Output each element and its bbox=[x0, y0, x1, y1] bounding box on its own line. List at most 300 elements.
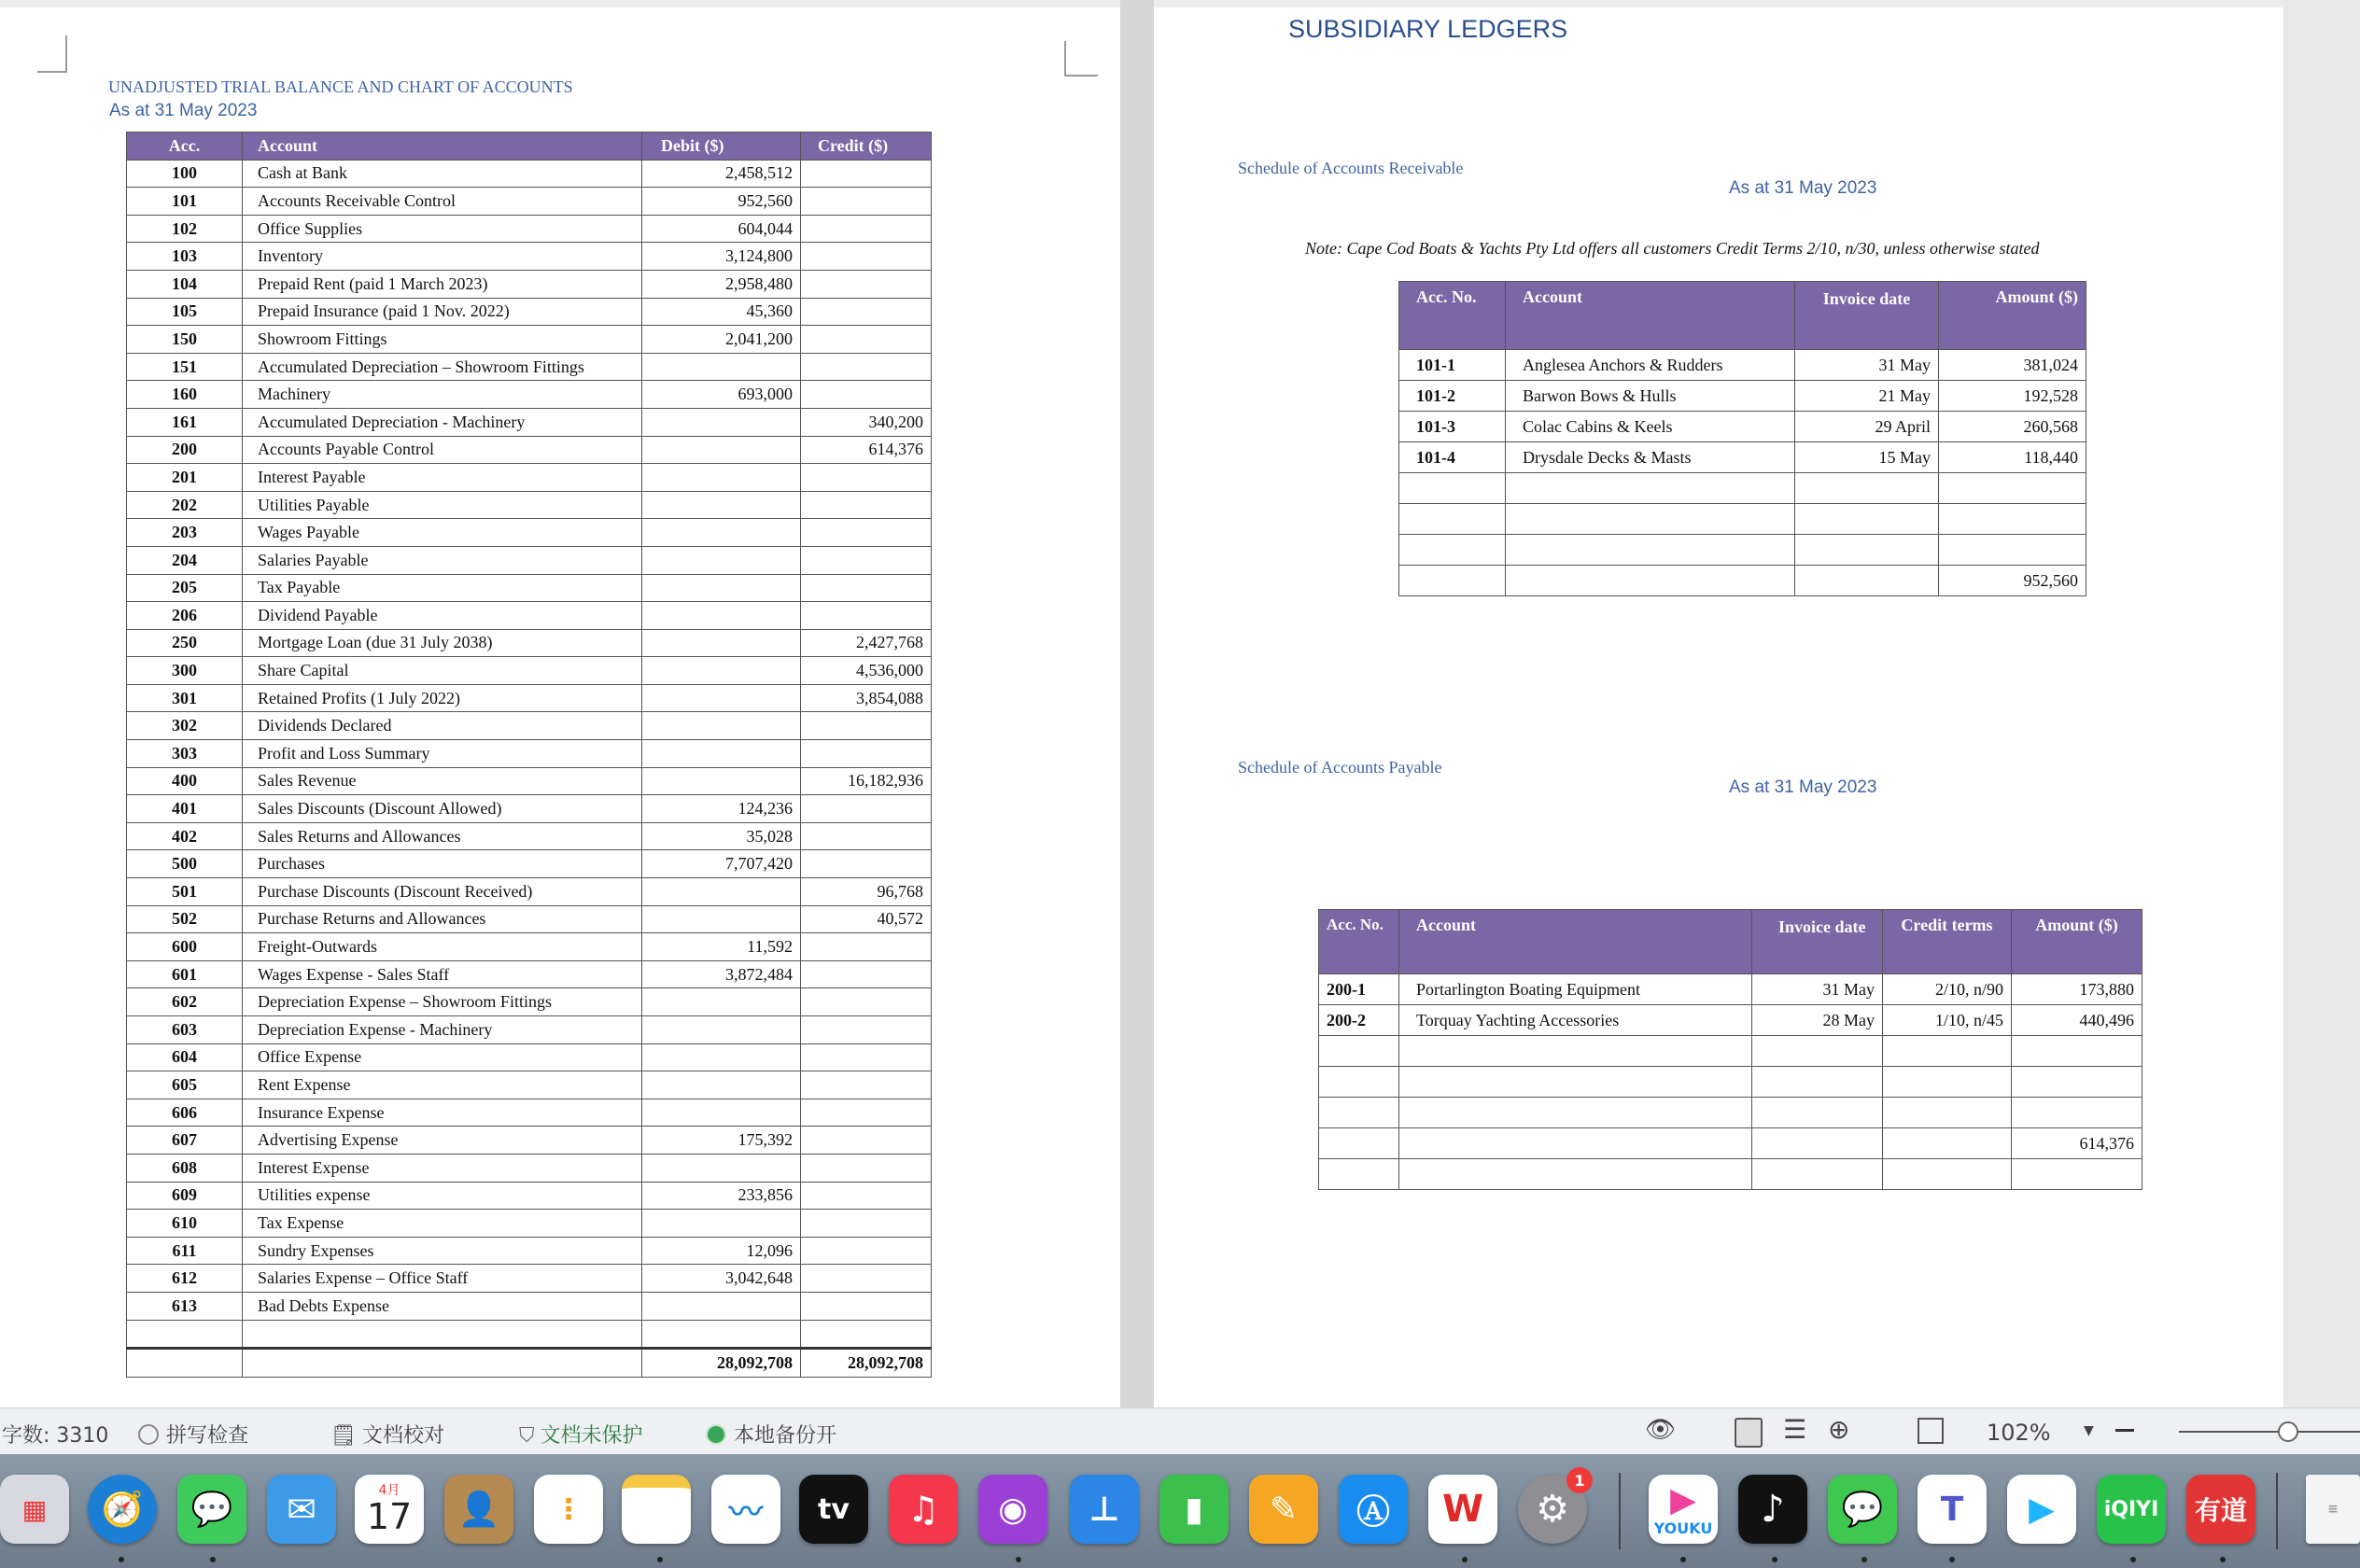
account-number: 103 bbox=[127, 243, 243, 271]
ar-amount: 260,568 bbox=[1939, 412, 2086, 442]
table-row bbox=[127, 1099, 932, 1127]
ar-amount: 192,528 bbox=[1939, 381, 2086, 412]
debit-amount bbox=[642, 1043, 801, 1071]
account-number: 604 bbox=[127, 1043, 243, 1071]
ap-account-name: Portarlington Boating Equipment bbox=[1399, 974, 1752, 1005]
youku-icon[interactable]: ▶ YOUKU bbox=[1649, 1475, 1718, 1544]
account-name: Share Capital bbox=[243, 657, 642, 685]
notification-badge: 1 bbox=[1566, 1467, 1593, 1493]
account-number: 160 bbox=[127, 381, 243, 409]
empty-cell bbox=[1399, 1067, 1752, 1098]
table-row bbox=[127, 464, 932, 492]
credit-amount: 614,376 bbox=[801, 436, 932, 464]
debit-amount bbox=[642, 1016, 801, 1044]
radio-icon bbox=[138, 1424, 159, 1445]
credit-amount bbox=[801, 850, 932, 878]
trial-balance-table bbox=[126, 132, 932, 1378]
shield-icon: ⛉ bbox=[519, 1424, 535, 1448]
account-number: 202 bbox=[127, 491, 243, 519]
debit-amount: 12,096 bbox=[642, 1237, 801, 1265]
account-name bbox=[243, 1320, 642, 1349]
debit-amount bbox=[642, 1320, 801, 1349]
account-name: Utilities expense bbox=[243, 1182, 642, 1210]
mail-icon[interactable]: ✉ bbox=[267, 1475, 336, 1544]
col-header-debit: Debit ($) bbox=[642, 133, 801, 161]
account-name: Insurance Expense bbox=[243, 1099, 642, 1127]
spell-check-label: 拼写检查 bbox=[166, 1424, 249, 1448]
debit-amount: 2,041,200 bbox=[642, 326, 801, 354]
account-number: 612 bbox=[127, 1265, 243, 1293]
ap-schedule-date: As at 31 May 2023 bbox=[1729, 777, 1877, 797]
iqiyi-icon[interactable] bbox=[2097, 1475, 2166, 1544]
credit-amount: 340,200 bbox=[801, 408, 932, 436]
local-backup[interactable] bbox=[706, 1420, 836, 1449]
account-name: Interest Expense bbox=[243, 1154, 642, 1182]
ap-table-row bbox=[1319, 1159, 2142, 1190]
ar-table-row bbox=[1399, 535, 2086, 566]
account-name: Freight-Outwards bbox=[243, 933, 642, 961]
ar-schedule-label: Schedule of Accounts Receivable bbox=[1238, 159, 1464, 177]
empty-cell bbox=[1752, 1067, 1883, 1098]
col-header-acc: Acc. bbox=[127, 133, 243, 161]
account-name: Mortgage Loan (due 31 July 2038) bbox=[243, 629, 642, 657]
wps-office-icon[interactable] bbox=[1428, 1475, 1497, 1544]
credit-amount bbox=[801, 933, 932, 961]
contacts-icon[interactable]: 👤 bbox=[444, 1475, 513, 1544]
ar-account-number: 101-1 bbox=[1399, 350, 1506, 381]
empty-cell bbox=[1883, 1159, 2012, 1190]
debit-amount: 2,458,512 bbox=[642, 160, 801, 188]
empty-cell bbox=[1399, 504, 1506, 535]
account-name: Office Supplies bbox=[243, 215, 642, 243]
credit-amount bbox=[801, 1016, 932, 1044]
credit-amount bbox=[801, 1265, 932, 1293]
account-number: 501 bbox=[127, 878, 243, 906]
ar-header-acc: Acc. No. bbox=[1399, 282, 1506, 350]
account-name: Prepaid Rent (paid 1 March 2023) bbox=[243, 270, 642, 298]
debit-amount bbox=[642, 1154, 801, 1182]
launchpad-icon[interactable]: ▦ bbox=[0, 1475, 69, 1544]
empty-cell bbox=[1399, 1098, 1752, 1128]
empty-cell bbox=[1883, 1128, 2012, 1159]
account-number: 102 bbox=[127, 215, 243, 243]
youdao-icon[interactable] bbox=[2186, 1475, 2255, 1544]
running-indicator bbox=[2130, 1557, 2136, 1562]
credit-amount bbox=[801, 215, 932, 243]
account-name: Utilities Payable bbox=[243, 491, 642, 519]
account-name: Interest Payable bbox=[243, 464, 642, 492]
ar-account-name: Barwon Bows & Hulls bbox=[1506, 381, 1795, 412]
credit-amount: 4,536,000 bbox=[801, 657, 932, 685]
account-number: 151 bbox=[127, 353, 243, 381]
account-number: 402 bbox=[127, 822, 243, 850]
debit-amount bbox=[642, 408, 801, 436]
ar-amount: 381,024 bbox=[1939, 350, 2086, 381]
accounts-payable-table bbox=[1318, 909, 2142, 1190]
account-name: Accounts Payable Control bbox=[243, 436, 642, 464]
debit-amount: 3,872,484 bbox=[642, 960, 801, 988]
account-number: 302 bbox=[127, 712, 243, 740]
table-row bbox=[127, 188, 932, 216]
pages-icon[interactable]: ✎ bbox=[1249, 1475, 1318, 1544]
account-number: 300 bbox=[127, 657, 243, 685]
account-number: 609 bbox=[127, 1182, 243, 1210]
ap-credit-terms: 2/10, n/90 bbox=[1883, 974, 2012, 1005]
credit-amount bbox=[801, 270, 932, 298]
account-number: 250 bbox=[127, 629, 243, 657]
ar-schedule-date: As at 31 May 2023 bbox=[1729, 178, 1877, 198]
table-row bbox=[127, 1292, 932, 1320]
subsidiary-ledgers-title: SUBSIDIARY LEDGERS bbox=[1288, 15, 1568, 43]
keynote-icon[interactable]: ⊥ bbox=[1070, 1475, 1139, 1544]
account-number: 600 bbox=[127, 933, 243, 961]
table-row bbox=[127, 574, 932, 602]
empty-cell bbox=[1319, 1067, 1399, 1098]
account-number: 205 bbox=[127, 574, 243, 602]
account-number: 500 bbox=[127, 850, 243, 878]
ap-schedule-label: Schedule of Accounts Payable bbox=[1238, 758, 1442, 777]
table-row bbox=[127, 491, 932, 519]
debit-amount bbox=[642, 1099, 801, 1127]
table-row bbox=[127, 684, 932, 712]
table-row bbox=[127, 1320, 932, 1349]
music-icon[interactable]: ♫ bbox=[889, 1475, 958, 1544]
account-number: 303 bbox=[127, 740, 243, 768]
ap-table-row bbox=[1319, 1128, 2142, 1159]
account-name: Retained Profits (1 July 2022) bbox=[243, 684, 642, 712]
account-name: Sales Discounts (Discount Allowed) bbox=[243, 795, 642, 823]
youdao-label: 有道 bbox=[2194, 1495, 2247, 1526]
macos-dock bbox=[0, 1454, 2360, 1568]
debit-amount: 3,042,648 bbox=[642, 1265, 801, 1293]
debit-amount bbox=[642, 574, 801, 602]
backup-status-icon bbox=[706, 1424, 726, 1445]
ar-table-row bbox=[1399, 381, 2086, 412]
ap-table-row bbox=[1319, 1067, 2142, 1098]
table-row bbox=[127, 160, 932, 188]
ap-account-name: Torquay Yachting Accessories bbox=[1399, 1005, 1752, 1036]
trial-balance-date: As at 31 May 2023 bbox=[109, 101, 258, 120]
account-number: 602 bbox=[127, 988, 243, 1016]
account-name: Depreciation Expense - Machinery bbox=[243, 1016, 642, 1044]
debit-amount: 11,592 bbox=[642, 933, 801, 961]
crop-mark bbox=[37, 35, 67, 73]
table-row bbox=[127, 905, 932, 933]
proofread-button[interactable] bbox=[330, 1420, 444, 1449]
empty-cell bbox=[1319, 1128, 1399, 1159]
credit-amount bbox=[801, 960, 932, 988]
ar-table-row bbox=[1399, 504, 2086, 535]
debit-amount bbox=[642, 1071, 801, 1099]
document-page-right bbox=[1154, 7, 2283, 1407]
account-name: Accumulated Depreciation - Machinery bbox=[243, 408, 642, 436]
account-name: Dividend Payable bbox=[243, 602, 642, 630]
safari-icon[interactable]: 🧭 bbox=[88, 1475, 157, 1544]
col-header-credit: Credit ($) bbox=[801, 133, 932, 161]
running-indicator bbox=[119, 1557, 124, 1562]
ap-account-number: 200-2 bbox=[1319, 1005, 1399, 1036]
ap-table-row bbox=[1319, 1098, 2142, 1128]
credit-amount bbox=[801, 464, 932, 492]
zoom-out-icon[interactable] bbox=[2115, 1429, 2134, 1432]
account-number: 200 bbox=[127, 436, 243, 464]
account-number: 606 bbox=[127, 1099, 243, 1127]
ap-table-row bbox=[1319, 1036, 2142, 1067]
account-name: Accumulated Depreciation – Showroom Fittings bbox=[243, 353, 642, 381]
empty-cell bbox=[2012, 1098, 2142, 1128]
ar-account-name: Colac Cabins & Keels bbox=[1506, 412, 1795, 442]
debit-amount: 604,044 bbox=[642, 215, 801, 243]
running-indicator bbox=[1772, 1557, 1777, 1562]
zoom-slider-track[interactable] bbox=[2179, 1431, 2360, 1433]
account-number bbox=[127, 1320, 243, 1349]
table-row bbox=[127, 1237, 932, 1265]
ap-header-invoice-date: Invoice date bbox=[1752, 910, 1883, 974]
zoom-slider-thumb[interactable] bbox=[2278, 1421, 2298, 1442]
credit-amount bbox=[801, 1237, 932, 1265]
total-row-blank bbox=[127, 1349, 243, 1378]
credit-amount bbox=[801, 822, 932, 850]
running-indicator bbox=[1861, 1557, 1867, 1562]
running-indicator bbox=[1949, 1557, 1955, 1562]
account-number: 101 bbox=[127, 188, 243, 216]
empty-cell bbox=[1319, 1098, 1399, 1128]
credit-amount bbox=[801, 298, 932, 326]
account-number: 603 bbox=[127, 1016, 243, 1044]
table-row bbox=[127, 270, 932, 298]
word-count[interactable]: 字数: 3310 bbox=[2, 1424, 109, 1448]
table-row bbox=[127, 353, 932, 381]
empty-cell bbox=[1752, 1159, 1883, 1190]
debit-amount bbox=[642, 1210, 801, 1238]
table-row bbox=[127, 215, 932, 243]
account-name: Accounts Receivable Control bbox=[243, 188, 642, 216]
ar-invoice-date: 21 May bbox=[1795, 381, 1939, 412]
system-settings-icon[interactable]: ⚙ 1 bbox=[1518, 1475, 1587, 1544]
debit-amount bbox=[642, 905, 801, 933]
fit-page-icon[interactable] bbox=[1918, 1418, 1944, 1444]
ar-account-name: Drysdale Decks & Masts bbox=[1506, 442, 1795, 473]
table-row bbox=[127, 546, 932, 574]
eye-protection-icon[interactable]: 👁 bbox=[1645, 1416, 1677, 1444]
credit-amount: 3,854,088 bbox=[801, 684, 932, 712]
credit-amount bbox=[801, 188, 932, 216]
messages-icon[interactable]: 💬 bbox=[177, 1475, 246, 1544]
empty-cell bbox=[1399, 1128, 1752, 1159]
empty-cell bbox=[1795, 504, 1939, 535]
table-row bbox=[127, 850, 932, 878]
credit-amount bbox=[801, 602, 932, 630]
table-row bbox=[127, 1154, 932, 1182]
spell-check-toggle[interactable] bbox=[138, 1420, 248, 1449]
document-check-icon: 🗒 bbox=[330, 1424, 357, 1448]
credit-amount bbox=[801, 1210, 932, 1238]
debit-amount bbox=[642, 878, 801, 906]
wps-label: W bbox=[1441, 1488, 1484, 1531]
credit-amount bbox=[801, 795, 932, 823]
empty-cell bbox=[1399, 566, 1506, 596]
calendar-day: 17 bbox=[366, 1496, 413, 1537]
teams-icon[interactable]: T bbox=[1918, 1475, 1987, 1544]
empty-cell bbox=[2012, 1159, 2142, 1190]
ap-header-credit-terms: Credit terms bbox=[1883, 910, 2012, 974]
credit-amount bbox=[801, 988, 932, 1016]
debit-amount: 3,124,800 bbox=[642, 243, 801, 271]
outline-view-icon[interactable]: ☰ bbox=[1783, 1414, 1807, 1445]
account-name: Purchases bbox=[243, 850, 642, 878]
debit-amount bbox=[642, 519, 801, 547]
total-row-blank bbox=[243, 1349, 642, 1378]
table-row bbox=[127, 822, 932, 850]
table-row bbox=[127, 795, 932, 823]
ap-table-row bbox=[1319, 974, 2142, 1005]
freeform-icon[interactable]: 〰 bbox=[711, 1475, 780, 1544]
numbers-icon[interactable]: ▮ bbox=[1159, 1475, 1229, 1544]
account-number: 400 bbox=[127, 767, 243, 795]
zoom-level[interactable]: 102% bbox=[1987, 1420, 2051, 1446]
account-name: Sales Returns and Allowances bbox=[243, 822, 642, 850]
ap-header-acc: Acc. No. bbox=[1319, 910, 1399, 974]
empty-cell bbox=[1399, 535, 1506, 566]
page-view-icon[interactable] bbox=[1735, 1418, 1763, 1448]
credit-amount bbox=[801, 1292, 932, 1320]
table-row bbox=[127, 1265, 932, 1293]
account-number: 204 bbox=[127, 546, 243, 574]
table-row bbox=[127, 436, 932, 464]
empty-cell bbox=[1795, 535, 1939, 566]
empty-cell bbox=[1795, 566, 1939, 596]
calendar-icon[interactable] bbox=[355, 1475, 424, 1544]
table-row bbox=[127, 767, 932, 795]
ar-total: 952,560 bbox=[1939, 566, 2086, 596]
web-view-icon[interactable]: ⊕ bbox=[1828, 1414, 1850, 1445]
credit-amount bbox=[801, 712, 932, 740]
credit-amount bbox=[801, 1127, 932, 1155]
account-name: Wages Expense - Sales Staff bbox=[243, 960, 642, 988]
credit-amount bbox=[801, 1099, 932, 1127]
empty-cell bbox=[1752, 1128, 1883, 1159]
empty-cell bbox=[2012, 1067, 2142, 1098]
ap-amount: 173,880 bbox=[2012, 974, 2142, 1005]
account-name: Bad Debts Expense bbox=[243, 1292, 642, 1320]
account-number: 502 bbox=[127, 905, 243, 933]
table-row bbox=[127, 1016, 932, 1044]
ar-invoice-date: 29 April bbox=[1795, 412, 1939, 442]
iqiyi-label: iQIYI bbox=[2103, 1497, 2159, 1521]
empty-cell bbox=[1752, 1098, 1883, 1128]
table-row bbox=[127, 519, 932, 547]
account-name: Purchase Returns and Allowances bbox=[243, 905, 642, 933]
status-bar bbox=[0, 1407, 2360, 1455]
podcasts-icon[interactable]: ◉ bbox=[978, 1475, 1047, 1544]
tv-label: tv bbox=[818, 1492, 850, 1526]
account-number: 601 bbox=[127, 960, 243, 988]
app-store-icon[interactable]: Ⓐ bbox=[1339, 1475, 1408, 1544]
ar-account-number: 101-4 bbox=[1399, 442, 1506, 473]
debit-amount bbox=[642, 436, 801, 464]
debit-amount: 45,360 bbox=[642, 298, 801, 326]
credit-amount bbox=[801, 1154, 932, 1182]
account-name: Showroom Fittings bbox=[243, 326, 642, 354]
credit-amount: 2,427,768 bbox=[801, 629, 932, 657]
notes-icon[interactable] bbox=[622, 1475, 691, 1544]
empty-cell bbox=[1399, 1159, 1752, 1190]
calendar-month: 4月 bbox=[378, 1483, 400, 1498]
page-gutter bbox=[1120, 0, 1154, 1407]
debit-amount bbox=[642, 602, 801, 630]
empty-cell bbox=[1752, 1036, 1883, 1067]
ar-invoice-date: 15 May bbox=[1795, 442, 1939, 473]
ar-table-row bbox=[1399, 566, 2086, 596]
empty-cell bbox=[1883, 1036, 2012, 1067]
debit-amount: 952,560 bbox=[642, 188, 801, 216]
tiktok-icon[interactable]: ♪ bbox=[1738, 1475, 1807, 1544]
account-name: Prepaid Insurance (paid 1 Nov. 2022) bbox=[243, 298, 642, 326]
ap-amount: 440,496 bbox=[2012, 1005, 2142, 1036]
credit-amount bbox=[801, 491, 932, 519]
credit-amount bbox=[801, 1182, 932, 1210]
crop-mark bbox=[1064, 41, 1098, 77]
ar-table-row bbox=[1399, 442, 2086, 473]
apple-tv-icon[interactable] bbox=[799, 1475, 868, 1544]
table-row bbox=[127, 1071, 932, 1099]
document-protection[interactable] bbox=[519, 1420, 643, 1449]
debit-amount bbox=[642, 629, 801, 657]
debit-amount: 693,000 bbox=[642, 381, 801, 409]
wechat-icon[interactable]: 💬 bbox=[1828, 1475, 1897, 1544]
table-row bbox=[127, 602, 932, 630]
empty-cell bbox=[1939, 473, 2086, 504]
account-number: 104 bbox=[127, 270, 243, 298]
ar-table-row bbox=[1399, 350, 2086, 381]
credit-amount bbox=[801, 160, 932, 188]
credit-amount bbox=[801, 1071, 932, 1099]
debit-amount bbox=[642, 657, 801, 685]
credit-amount bbox=[801, 381, 932, 409]
recent-document-thumbnail[interactable]: ≡ bbox=[2306, 1475, 2360, 1544]
table-row bbox=[127, 878, 932, 906]
running-indicator bbox=[1462, 1557, 1468, 1562]
video-player-icon[interactable]: ▶ bbox=[2007, 1475, 2076, 1544]
debit-amount bbox=[642, 491, 801, 519]
account-number: 203 bbox=[127, 519, 243, 547]
ap-table-row bbox=[1319, 1005, 2142, 1036]
account-number: 206 bbox=[127, 602, 243, 630]
account-name: Rent Expense bbox=[243, 1071, 642, 1099]
credit-amount: 40,572 bbox=[801, 905, 932, 933]
table-row bbox=[127, 1210, 932, 1238]
ar-amount: 118,440 bbox=[1939, 442, 2086, 473]
account-name: Advertising Expense bbox=[243, 1127, 642, 1155]
account-name: Sales Revenue bbox=[243, 767, 642, 795]
empty-cell bbox=[1319, 1159, 1399, 1190]
zoom-dropdown-icon[interactable]: ▼ bbox=[2084, 1423, 2094, 1438]
account-number: 150 bbox=[127, 326, 243, 354]
debit-amount bbox=[642, 767, 801, 795]
credit-amount bbox=[801, 574, 932, 602]
account-number: 201 bbox=[127, 464, 243, 492]
credit-amount bbox=[801, 1320, 932, 1349]
debit-amount bbox=[642, 988, 801, 1016]
ar-account-number: 101-2 bbox=[1399, 381, 1506, 412]
empty-cell bbox=[1319, 1036, 1399, 1067]
ar-account-number: 101-3 bbox=[1399, 412, 1506, 442]
table-row bbox=[127, 326, 932, 354]
account-name: Profit and Loss Summary bbox=[243, 740, 642, 768]
credit-amount: 96,768 bbox=[801, 878, 932, 906]
credit-amount bbox=[801, 353, 932, 381]
reminders-icon[interactable]: ⋮ bbox=[534, 1475, 603, 1544]
